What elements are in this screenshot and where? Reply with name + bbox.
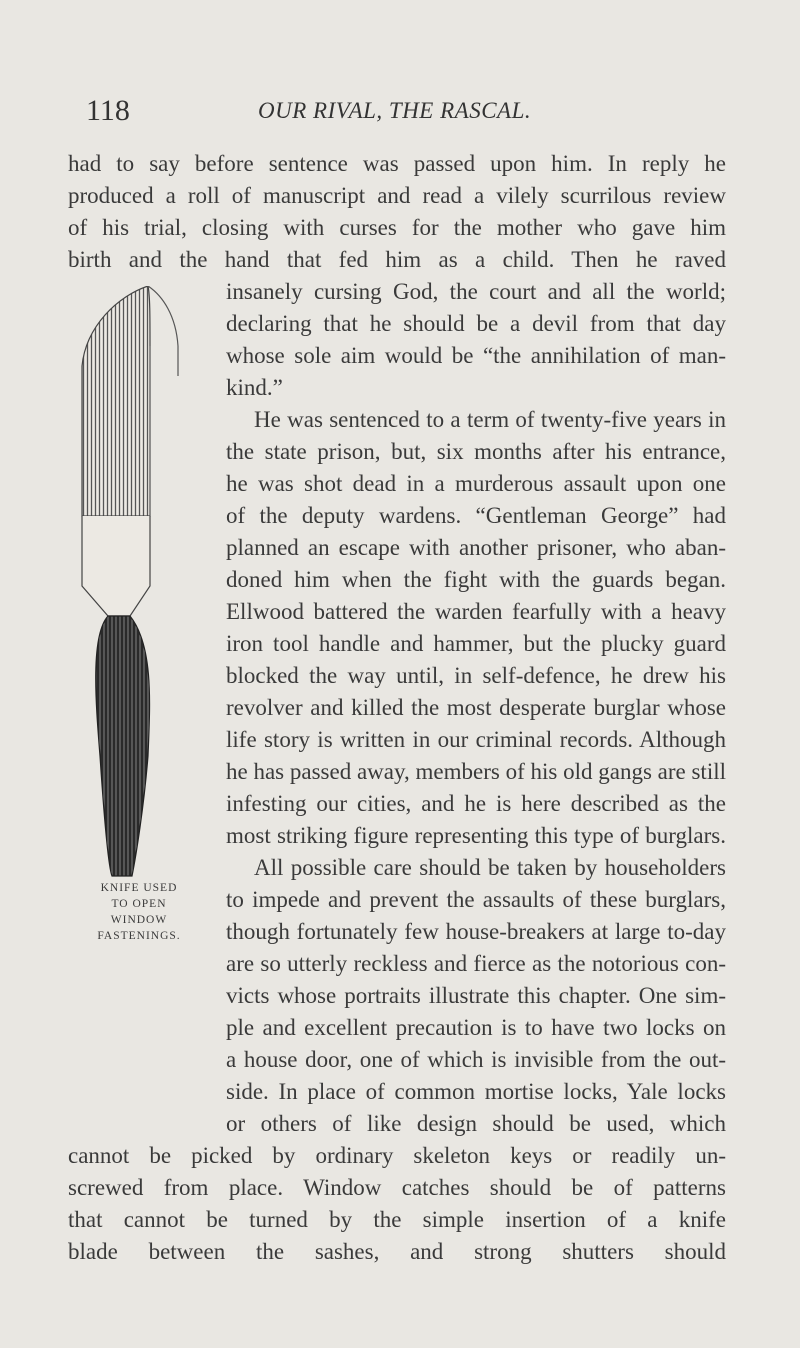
body-line: the state prison, but, six months after his entrance,	[226, 439, 726, 464]
body-line: had to say before sentence was passed upon him. In reply he	[68, 151, 726, 176]
body-line: kind.”	[226, 375, 283, 400]
page-number: 118	[86, 94, 130, 127]
knife-illustration	[78, 286, 222, 880]
page-header	[0, 92, 800, 140]
body-line: of the deputy wardens. “Gentleman George” had	[226, 503, 726, 528]
body-line: iron tool handle and hammer, but the plucky guard	[226, 631, 726, 656]
running-head: OUR RIVAL, THE RASCAL.	[258, 98, 532, 123]
body-line: ple and excellent precaution is to have two locks on	[226, 1015, 726, 1040]
body-line: Ellwood battered the warden fearfully with a heavy	[226, 599, 726, 624]
body-line: screwed from place. Window catches should be of patterns	[68, 1175, 726, 1200]
caption-line: KNIFE USED	[100, 882, 178, 894]
body-line: victs whose portraits illustrate this chapter. One sim-	[226, 983, 726, 1008]
body-line: blocked the way until, in self-defence, he drew his	[226, 663, 726, 688]
figure-caption	[64, 880, 214, 944]
body-line: side. In place of common mortise locks, Yale locks	[226, 1079, 726, 1104]
knife-bolster	[82, 516, 150, 616]
caption-line: TO OPEN	[111, 898, 167, 910]
body-line: of his trial, closing with curses for the mother who gave him	[68, 215, 726, 240]
body-line: that cannot be turned by the simple insertion of a knife	[68, 1207, 726, 1232]
body-line: a house door, one of which is invisible from the out-	[226, 1047, 726, 1072]
body-line: revolver and killed the most desperate burglar whose	[226, 695, 726, 720]
body-line: or others of like design should be used, which	[226, 1111, 726, 1136]
body-line: most striking figure representing this type of burglars.	[226, 823, 726, 848]
caption-line: FASTENINGS.	[97, 930, 181, 942]
body-line: He was sentenced to a term of twenty-five years in	[254, 407, 726, 432]
knife-blade	[82, 286, 150, 516]
body-line: declaring that he should be a devil from that day	[226, 311, 726, 336]
body-line: are so utterly reckless and fierce as the notorious con-	[226, 951, 726, 976]
body-line: he was shot dead in a murderous assault upon one	[226, 471, 726, 496]
body-line: whose sole aim would be “the annihilation of man-	[226, 343, 726, 368]
body-line: cannot be picked by ordinary skeleton keys or readily un-	[68, 1143, 726, 1168]
body-line: infesting our cities, and he is here described as the	[226, 791, 726, 816]
body-line: blade between the sashes, and strong shutters should	[68, 1239, 726, 1264]
body-line: to impede and prevent the assaults of these burglars,	[226, 887, 726, 912]
body-line: All possible care should be taken by householders	[254, 855, 726, 880]
body-line: life story is written in our criminal records. Although	[226, 727, 726, 752]
body-line: he has passed away, members of his old gangs are still	[226, 759, 726, 784]
body-line: though fortunately few house-breakers at large to-day	[226, 919, 726, 944]
body-line: doned him when the fight with the guards began.	[226, 567, 726, 592]
knife-blade-edge	[148, 286, 178, 376]
body-line: insanely cursing God, the court and all the world;	[226, 279, 726, 304]
body-line: planned an escape with another prisoner, who aban-	[226, 535, 726, 560]
knife-handle	[96, 616, 150, 876]
body-line: produced a roll of manuscript and read a vilely scurrilous review	[68, 183, 726, 208]
body-line: birth and the hand that fed him as a child. Then he raved	[68, 247, 726, 272]
caption-line: WINDOW	[110, 914, 168, 926]
